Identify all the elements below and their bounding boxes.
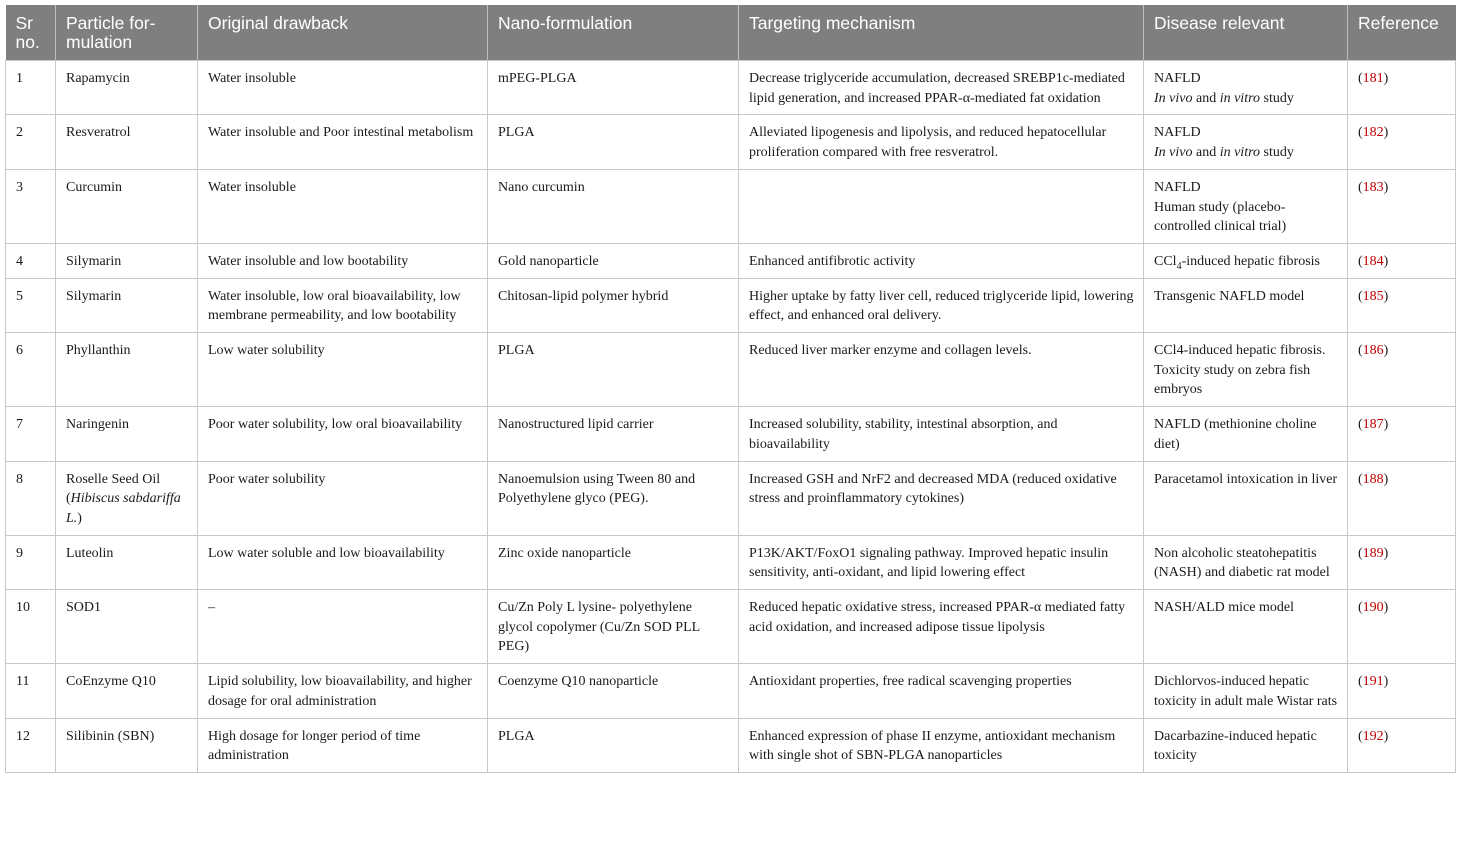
cell-sr-no: 9 [6,535,56,589]
disease-line: Dichlorvos-induced hepatic toxicity in adult male Wistar rats [1154,674,1338,709]
cell-particle: Rapamycin [56,61,198,115]
cell-disease [1144,61,1348,115]
cell-mechanism: Reduced hepatic oxidative stress, increased PPAR-α mediated fatty acid oxidation, and increased adipose tissue lipolysis [739,590,1144,664]
cell-drawback: Water insoluble, low oral bioavailability, low membrane permeability, and low bootability [198,278,488,332]
reference-link[interactable]: 181 [1362,71,1384,86]
disease-line: Human study (placebo-controlled clinical trial) [1154,199,1287,235]
cell-drawback: High dosage for longer period of time administration [198,718,488,772]
cell-disease [1144,169,1348,243]
cell-particle: Curcumin [56,169,198,243]
disease-line: In vivo and in vitro study [1154,90,1294,106]
table-row [6,115,1456,169]
cell-disease [1144,664,1348,718]
cell-particle: Silymarin [56,243,198,278]
cell-sr-no: 5 [6,278,56,332]
cell-sr-no: 8 [6,461,56,535]
header-disease-relevant: Disease relevant [1144,5,1348,61]
disease-line: Non alcoholic steatohepatitis (NASH) and diabetic rat model [1154,545,1330,581]
cell-particle: Luteolin [56,535,198,589]
cell-particle: Silymarin [56,278,198,332]
reference-link[interactable]: 186 [1362,343,1384,359]
cell-nano-formulation: Chitosan-lipid polymer hybrid [488,278,739,332]
cell-particle: Silibinin (SBN) [56,718,198,772]
cell-sr-no: 11 [6,664,56,718]
cell-sr-no: 1 [6,61,56,115]
cell-disease [1144,278,1348,332]
table-body [6,61,1456,773]
header-original-drawback: Original drawback [198,5,488,61]
cell-sr-no: 2 [6,115,56,169]
cell-nano-formulation: Nanostructured lipid carrier [488,407,739,461]
table-header [6,5,1456,61]
cell-sr-no: 10 [6,590,56,664]
cell-particle: Roselle Seed Oil (Hibiscus sabdariffa L.) [56,461,198,535]
cell-disease [1144,243,1348,278]
cell-nano-formulation: PLGA [488,333,739,407]
cell-reference: (181) [1348,61,1456,115]
reference-link[interactable]: 192 [1362,728,1384,744]
table-row [6,407,1456,461]
disease-line: NAFLD [1154,125,1201,141]
table-row [6,718,1456,772]
cell-sr-no: 6 [6,333,56,407]
cell-reference: (189) [1348,535,1456,589]
disease-line: NASH/ALD mice model [1154,600,1294,616]
cell-reference: (186) [1348,333,1456,407]
cell-reference: (190) [1348,590,1456,664]
reference-link[interactable]: 183 [1362,179,1384,195]
disease-line: NAFLD [1154,179,1201,195]
cell-mechanism: Enhanced antifibrotic activity [739,243,1144,278]
cell-sr-no: 4 [6,243,56,278]
cell-disease [1144,535,1348,589]
table-row [6,61,1456,115]
cell-nano-formulation: Gold nanoparticle [488,243,739,278]
cell-particle: CoEnzyme Q10 [56,664,198,718]
cell-mechanism: Antioxidant properties, free radical scavenging properties [739,664,1144,718]
header-nano-formulation: Nano-formulation [488,5,739,61]
table-row [6,664,1456,718]
reference-link[interactable]: 185 [1362,288,1384,304]
disease-line: CCl4-induced hepatic fibrosis. Toxicity study on zebra fish embryos [1154,343,1326,398]
cell-disease [1144,461,1348,535]
cell-reference: (188) [1348,461,1456,535]
table-row [6,169,1456,243]
table-row [6,333,1456,407]
cell-drawback: Water insoluble and low bootability [198,243,488,278]
cell-sr-no: 3 [6,169,56,243]
reference-link[interactable]: 184 [1362,253,1384,269]
table-row [6,590,1456,664]
cell-disease [1144,718,1348,772]
cell-mechanism: Enhanced expression of phase II enzyme, antioxidant mechanism with single shot of SBN-PLGA nanoparticles [739,718,1144,772]
reference-link[interactable]: 188 [1362,471,1384,487]
table-row [6,535,1456,589]
nanoformulation-table [5,5,1456,773]
disease-line: In vivo and in vitro study [1154,145,1294,161]
cell-reference: (182) [1348,115,1456,169]
cell-particle: Resveratrol [56,115,198,169]
cell-drawback: Poor water solubility, low oral bioavailability [198,407,488,461]
cell-reference: (184) [1348,243,1456,278]
cell-nano-formulation: PLGA [488,718,739,772]
cell-mechanism [739,169,1144,243]
reference-link[interactable]: 191 [1362,674,1384,690]
cell-reference: (192) [1348,718,1456,772]
disease-line: NAFLD [1154,71,1201,86]
cell-mechanism: Increased solubility, stability, intestinal absorption, and bioavailability [739,407,1144,461]
cell-mechanism: P13K/AKT/FoxO1 signaling pathway. Improved hepatic insulin sensitivity, anti-oxidant, and lipid lowering effect [739,535,1144,589]
cell-drawback: Water insoluble and Poor intestinal metabolism [198,115,488,169]
reference-link[interactable]: 187 [1362,417,1384,433]
table-row [6,243,1456,278]
disease-line: Paracetamol intoxication in liver [1154,471,1338,487]
cell-drawback: Lipid solubility, low bioavailability, and higher dosage for oral administration [198,664,488,718]
cell-nano-formulation: Cu/Zn Poly L lysine- polyethylene glycol copolymer (Cu/Zn SOD PLL PEG) [488,590,739,664]
cell-drawback: Low water soluble and low bioavailability [198,535,488,589]
cell-reference: (187) [1348,407,1456,461]
cell-nano-formulation: Nano curcumin [488,169,739,243]
cell-nano-formulation: PLGA [488,115,739,169]
cell-drawback: Water insoluble [198,169,488,243]
header-row [6,5,1456,61]
cell-drawback: Poor water solubility [198,461,488,535]
reference-link[interactable]: 190 [1362,600,1384,616]
cell-disease [1144,590,1348,664]
cell-particle: Naringenin [56,407,198,461]
cell-nano-formulation: mPEG-PLGA [488,61,739,115]
cell-disease [1144,407,1348,461]
cell-sr-no: 7 [6,407,56,461]
cell-mechanism: Alleviated lipogenesis and lipolysis, and reduced hepatocellular proliferation compared with free resveratrol. [739,115,1144,169]
cell-particle: Phyllanthin [56,333,198,407]
cell-mechanism: Decrease triglyceride accumulation, decreased SREBP1c-mediated lipid generation, and increased PPAR-α-mediated fat oxidation [739,61,1144,115]
cell-reference: (183) [1348,169,1456,243]
disease-line: Transgenic NAFLD model [1154,288,1305,304]
cell-nano-formulation: Coenzyme Q10 nanoparticle [488,664,739,718]
disease-line: NAFLD (methionine choline diet) [1154,417,1317,452]
header-reference: Reference [1348,5,1456,61]
reference-link[interactable]: 182 [1362,125,1384,141]
cell-particle: SOD1 [56,590,198,664]
table-row [6,278,1456,332]
cell-drawback: Low water solubility [198,333,488,407]
disease-line: Dacarbazine-induced hepatic toxicity [1154,728,1317,764]
disease-line: CCl$_4$-induced hepatic fibrosis [1154,253,1320,272]
header-particle-formulation: Particle for-mulation [56,5,198,61]
cell-nano-formulation: Nanoemulsion using Tween 80 and Polyethylene glyco (PEG). [488,461,739,535]
cell-sr-no: 12 [6,718,56,772]
cell-mechanism: Higher uptake by fatty liver cell, reduced triglyceride lipid, lowering effect, and enhanced oral delivery. [739,278,1144,332]
cell-reference: (191) [1348,664,1456,718]
cell-disease [1144,115,1348,169]
cell-disease [1144,333,1348,407]
table-row [6,461,1456,535]
cell-reference: (185) [1348,278,1456,332]
header-sr-no: Sr no. [6,5,56,61]
header-targeting-mechanism: Targeting mechanism [739,5,1144,61]
cell-nano-formulation: Zinc oxide nanoparticle [488,535,739,589]
reference-link[interactable]: 189 [1362,545,1384,561]
table-container [5,5,1455,773]
cell-drawback: – [198,590,488,664]
cell-mechanism: Reduced liver marker enzyme and collagen levels. [739,333,1144,407]
cell-drawback: Water insoluble [198,61,488,115]
cell-mechanism: Increased GSH and NrF2 and decreased MDA (reduced oxidative stress and proinflammatory cytokines) [739,461,1144,535]
